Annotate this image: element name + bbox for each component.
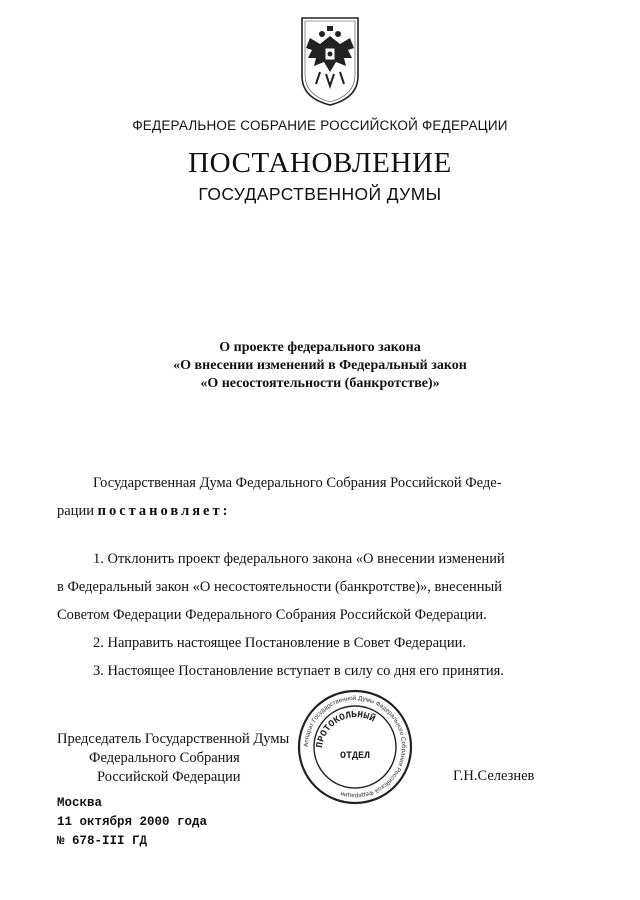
signatory-name: Г.Н.Селезнев	[453, 768, 535, 784]
item-line: 1. Отклонить проект федерального закона «О внесении изменений	[93, 551, 505, 567]
preamble-line: рации	[57, 503, 94, 519]
resolution-item	[57, 657, 582, 685]
subject-line: О проекте федерального закона	[219, 340, 421, 355]
signatory-title-line: Председатель Государственной Думы	[57, 731, 290, 747]
footer-number: № 678-III ГД	[57, 834, 148, 848]
document-subject	[0, 339, 640, 393]
official-seal-stamp	[296, 688, 414, 806]
resolution-item	[57, 545, 582, 629]
seal-ring-text: Аппарат Государственной Думы Федерального Собрания Российской Федерации	[302, 694, 408, 800]
footer-date: 11 октября 2000 года	[57, 815, 208, 829]
resolution-item	[57, 629, 582, 657]
signatory-title-line: Российской Федерации	[97, 769, 241, 785]
coat-of-arms-icon	[298, 14, 362, 108]
item-line: 3. Настоящее Постановление вступает в силу со дня его принятия.	[93, 663, 504, 679]
subject-line: «О внесении изменений в Федеральный закон	[173, 358, 467, 373]
signatory-title	[57, 730, 289, 787]
seal-arc-text: ПРОТОКОЛЬНЫЙ	[313, 708, 377, 749]
preamble-line: Государственная Дума Федерального Собрания Российской Феде-	[93, 475, 502, 491]
item-line: Советом Федерации Федерального Собрания Российской Федерации.	[57, 607, 487, 623]
document-footer	[57, 794, 207, 851]
subject-line: «О несостоятельности (банкротстве)»	[200, 376, 440, 391]
preamble	[57, 469, 582, 525]
resolves-keyword: постановляет:	[97, 503, 231, 519]
seal-center-text: ОТДЕЛ	[339, 751, 371, 762]
document-type: ПОСТАНОВЛЕНИЕ	[188, 147, 452, 179]
item-line: 2. Направить настоящее Постановление в Совет Федерации.	[93, 635, 466, 651]
organization-name: ФЕДЕРАЛЬНОЕ СОБРАНИЕ РОССИЙСКОЙ ФЕДЕРАЦИИ	[132, 118, 508, 133]
signatory-title-line: Федерального Собрания	[89, 750, 240, 766]
resolution-items	[57, 545, 582, 685]
document-issuer: ГОСУДАРСТВЕННОЙ ДУМЫ	[198, 184, 442, 204]
item-line: в Федеральный закон «О несостоятельности (банкротстве)», внесенный	[57, 579, 503, 595]
footer-city: Москва	[57, 796, 103, 810]
